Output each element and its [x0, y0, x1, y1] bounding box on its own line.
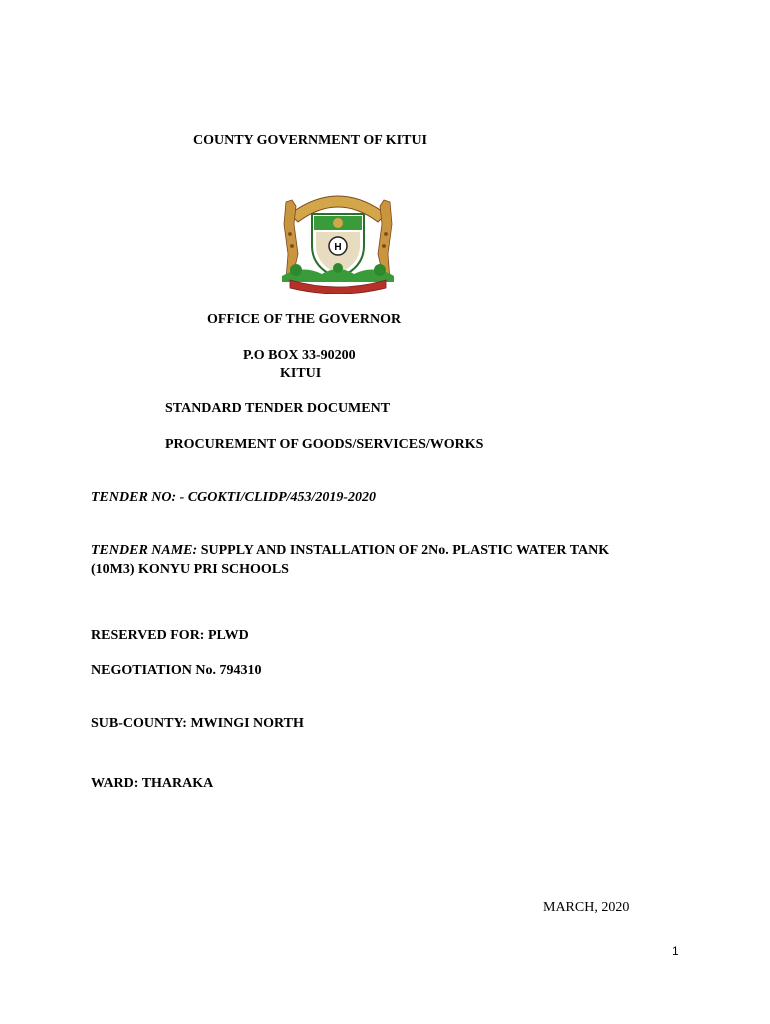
county-title: COUNTY GOVERNMENT OF KITUI: [193, 133, 428, 148]
tender-name-label: TENDER NAME:: [91, 543, 198, 558]
svg-text:H: H: [334, 242, 342, 253]
sub-county: SUB-COUNTY: MWINGI NORTH: [91, 716, 304, 731]
town: KITUI: [280, 366, 322, 381]
procurement-type: PROCUREMENT OF GOODS/SERVICES/WORKS: [165, 437, 484, 452]
tender-name-line1: [91, 542, 609, 560]
tender-number: TENDER NO: - CGOKTI/CLIDP/453/2019-2020: [91, 490, 377, 505]
po-box: P.O BOX 33-90200: [243, 348, 356, 363]
page-number: 1: [672, 944, 679, 958]
ward: WARD: THARAKA: [91, 776, 214, 791]
document-date: MARCH, 2020: [543, 900, 630, 915]
tender-name-line2: (10M3) KONYU PRI SCHOOLS: [91, 562, 289, 577]
document-type: STANDARD TENDER DOCUMENT: [165, 401, 391, 416]
office-title: OFFICE OF THE GOVERNOR: [207, 312, 402, 327]
county-coat-of-arms-logo: [272, 184, 404, 294]
tender-name-text: SUPPLY AND INSTALLATION OF 2No. PLASTIC WATER TANK: [197, 543, 610, 558]
negotiation-number: NEGOTIATION No. 794310: [91, 663, 262, 678]
reserved-for: RESERVED FOR: PLWD: [91, 628, 249, 643]
